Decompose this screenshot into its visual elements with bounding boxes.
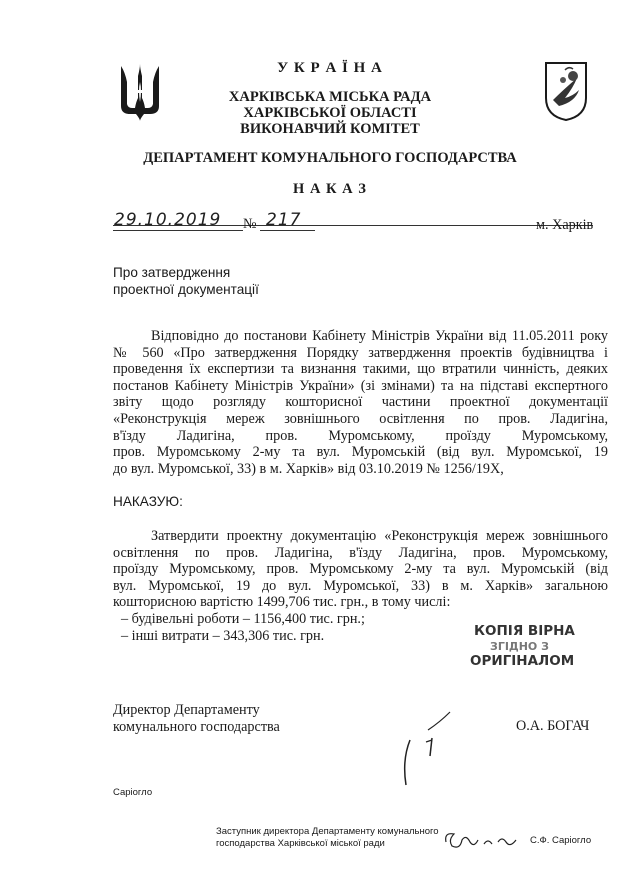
body-line: освітлення по пров. Ладигіна, в'їзду Ладигіна, пров. Муромському, bbox=[113, 544, 608, 561]
preamble-line: проведення їх експертизи та визнання такими, що втратили чинність, деяких bbox=[113, 361, 608, 378]
approver-position bbox=[216, 826, 439, 850]
department-name: ДЕПАРТАМЕНТ КОМУНАЛЬНОГО ГОСПОДАРСТВА bbox=[143, 150, 517, 166]
signatory-name: О.А. БОГАЧ bbox=[516, 718, 590, 734]
council-line: ХАРКІВСЬКОЇ ОБЛАСТІ bbox=[243, 105, 417, 121]
trident-icon bbox=[118, 62, 162, 122]
copy-stamp bbox=[470, 624, 600, 669]
number-underline bbox=[260, 230, 315, 231]
subject-line: проектної документації bbox=[113, 282, 259, 297]
city-name: м. Харків bbox=[536, 217, 594, 233]
position-line: Директор Департаменту bbox=[113, 702, 260, 718]
subject-line: Про затвердження bbox=[113, 265, 231, 280]
stamp-line: КОПІЯ ВІРНА bbox=[474, 623, 575, 639]
preamble-line: пров. Муромському 2-му та вул. Муромській (від вул. Муромської, 19 bbox=[113, 444, 608, 461]
preamble-line: звіту щодо розгляду кошторисної частини проектної документації bbox=[113, 394, 608, 411]
council-line: ХАРКІВСЬКА МІСЬКА РАДА bbox=[228, 89, 432, 105]
stamp-line: ОРИГІНАЛОМ bbox=[470, 653, 575, 669]
stamp-line: ЗГІДНО З bbox=[490, 640, 549, 653]
body-line: Затвердити проектну документацію «Реконструкція мереж зовнішнього bbox=[151, 528, 608, 544]
director-signature-icon bbox=[380, 700, 490, 790]
order-date: 29.10.2019 bbox=[114, 210, 222, 230]
body-line: проїзду Муромському, пров. Муромському 2-му та вул. Муромській (від bbox=[113, 561, 608, 578]
body-line: вул. Муромської, 19 до вул. Муромської, 33) в м. Харків» загальною bbox=[113, 577, 608, 594]
preamble-line: № 560 «Про затвердження Порядку затвердження проектів будівництва і bbox=[113, 344, 608, 361]
preamble-line: «Реконструкція мереж зовнішнього освітлення по пров. Ладигіна, bbox=[113, 410, 608, 427]
cost-item: – інші витрати – 343,306 тис. грн. bbox=[121, 627, 325, 644]
council-name bbox=[190, 89, 470, 137]
approver-position-line: господарства Харківської міської ради bbox=[216, 838, 385, 849]
preamble-line: постанов Кабінету Міністрів України» (зі змінами) та на підставі експертного bbox=[113, 377, 608, 394]
preamble bbox=[113, 328, 608, 477]
body-line: кошторисною вартістю 1499,706 тис. грн., в тому числі: bbox=[113, 594, 451, 611]
date-underline bbox=[113, 230, 243, 231]
coat-of-arms-icon bbox=[543, 60, 589, 122]
approver-signature-icon bbox=[440, 826, 522, 854]
order-subject bbox=[113, 264, 259, 298]
order-word: НАКАЗУЮ: bbox=[113, 494, 183, 509]
preamble-line: до вул. Муромської, 33) в м. Харків» від 03.10.2019 № 1256/19Х, bbox=[113, 460, 504, 477]
preamble-line: в'їзду Ладигіна, пров. Муромському, проїзду Муромському, bbox=[113, 427, 608, 444]
approver-name: С.Ф. Саріогло bbox=[530, 835, 592, 846]
order-number: 217 bbox=[266, 210, 302, 230]
kharkiv-coat-of-arms bbox=[543, 60, 589, 122]
council-line: ВИКОНАВЧИЙ КОМІТЕТ bbox=[240, 121, 420, 137]
signatory-position bbox=[113, 702, 280, 735]
cost-item: – будівельні роботи – 1156,400 тис. грн.; bbox=[121, 610, 365, 627]
preamble-line: Відповідно до постанови Кабінету Міністрів України від 11.05.2011 року bbox=[151, 328, 608, 344]
approver-position-line: Заступник директора Департаменту комунального bbox=[216, 826, 439, 837]
order-number-label: № bbox=[243, 216, 257, 232]
executor-name: Саріогло bbox=[113, 787, 153, 798]
position-line: комунального господарства bbox=[113, 718, 280, 735]
country-title: У К Р А Ї Н А bbox=[277, 60, 383, 76]
document-type: Н А К А З bbox=[293, 181, 367, 197]
trident-emblem bbox=[118, 62, 162, 122]
